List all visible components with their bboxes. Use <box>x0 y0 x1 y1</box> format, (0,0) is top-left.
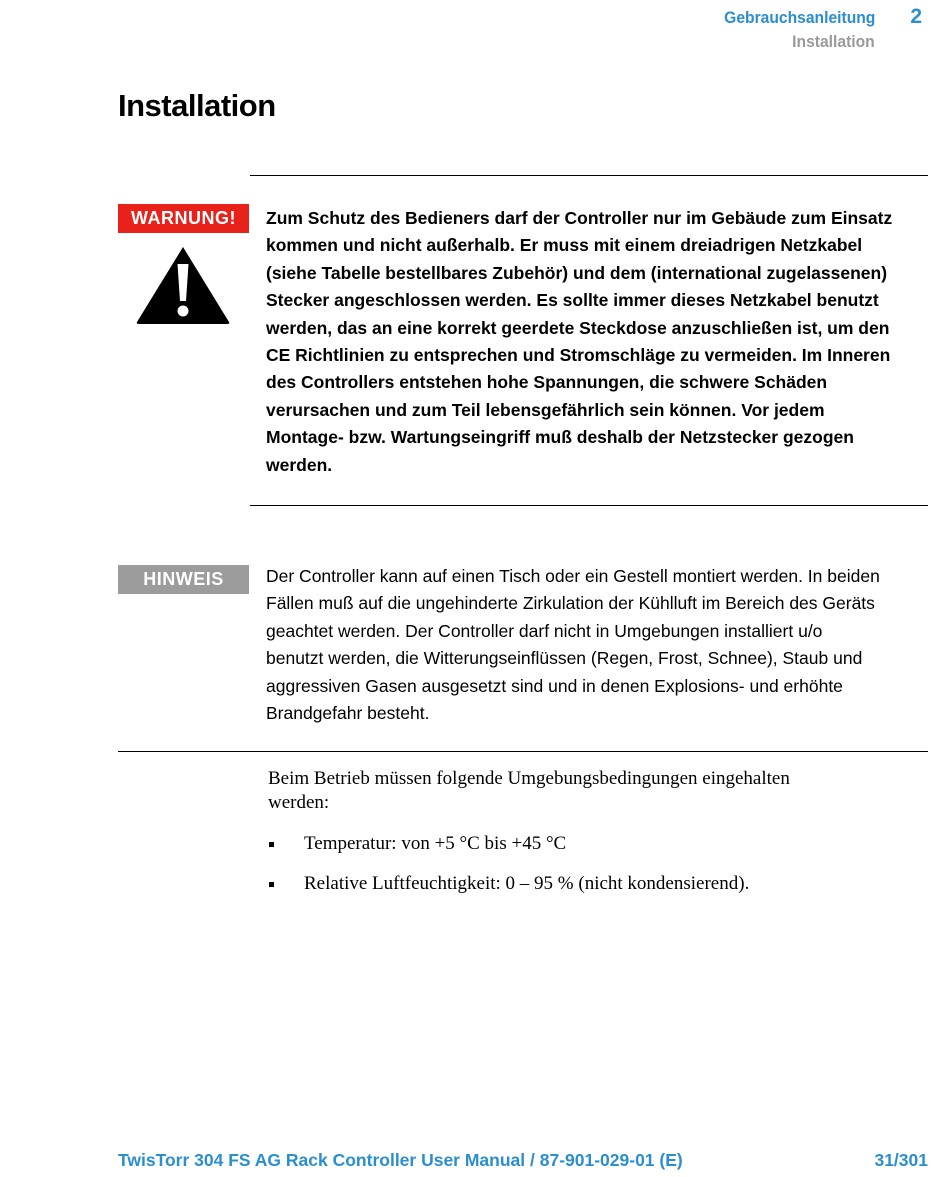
warning-top-rule <box>250 175 928 176</box>
warning-line: kommen und nicht außerhalb. Er muss mit einem dreiadrigen Netzkabel <box>266 235 863 256</box>
warning-line: verursachen und zum Teil lebensgefährlich sein können. Vor jedem <box>266 399 825 420</box>
hint-line: Der Controller kann auf einen Tisch oder ein Gestell montiert werden. In beiden <box>266 566 880 586</box>
page-title: Installation <box>118 88 276 123</box>
warning-line: werden. <box>266 454 333 475</box>
list-item-text: Temperatur: von +5 °C bis +45 °C <box>304 833 567 854</box>
warning-line: (siehe Tabelle bestellbares Zubehör) und dem (international zugelassenen) <box>266 262 888 283</box>
warning-line: des Controllers entstehen hohe Spannungen, die schwere Schäden <box>266 372 828 393</box>
chapter-number: 2 <box>910 5 922 28</box>
body-line: werden: <box>268 792 330 813</box>
conditions-list <box>268 832 923 912</box>
warning-bottom-rule <box>250 505 928 506</box>
hint-line: benutzt werden, die Witterungseinflüssen (Regen, Frost, Schnee), Staub und <box>266 648 863 669</box>
body-paragraph <box>268 767 923 815</box>
hint-label: HINWEIS <box>118 565 249 594</box>
body-line: Beim Betrieb müssen folgende Umgebungsbedingungen eingehalten <box>268 768 790 789</box>
hint-line: aggressiven Gasen ausgesetzt sind und in denen Explosions- und erhöhte <box>266 675 843 696</box>
warning-triangle-icon <box>134 244 232 326</box>
bullet-icon <box>269 842 274 847</box>
warning-line: CE Richtlinien zu entsprechen und Stromschläge zu vermeiden. Im Inneren <box>266 345 891 366</box>
footer-document-title: TwisTorr 304 FS AG Rack Controller User Manual / 87-901-029-01 (E) <box>118 1150 683 1170</box>
hint-line: Brandgefahr besteht. <box>266 703 430 724</box>
list-item-text: Relative Luftfeuchtigkeit: 0 – 95 % (nicht kondensierend). <box>304 873 750 894</box>
list-item <box>268 832 923 872</box>
warning-line: werden, das an eine korrekt geerdete Steckdose anzuschließen ist, um den <box>266 317 890 338</box>
warning-line: Stecker angeschlossen werden. Es sollte immer dieses Netzkabel benutzt <box>266 290 879 311</box>
hint-text <box>266 563 926 727</box>
hint-line: geachtet werden. Der Controller darf nicht in Umgebungen installiert u/o <box>266 620 823 641</box>
hint-line: Fällen muß auf die ungehinderte Zirkulation der Kühlluft im Bereich des Geräts <box>266 593 875 614</box>
hint-bottom-rule <box>118 751 928 752</box>
footer-page-number: 31/301 <box>874 1150 928 1170</box>
warning-text <box>266 205 926 479</box>
warning-label: WARNUNG! <box>118 204 249 233</box>
running-header-subsection: Installation <box>792 32 875 51</box>
warning-line: Zum Schutz des Bedieners darf der Controller nur im Gebäude zum Einsatz <box>266 208 893 228</box>
running-header-section: Gebrauchsanleitung <box>723 8 875 27</box>
list-item <box>268 872 923 912</box>
warning-line: Montage- bzw. Wartungseingriff muß deshalb der Netzstecker gezogen <box>266 427 854 448</box>
bullet-icon <box>269 882 274 887</box>
